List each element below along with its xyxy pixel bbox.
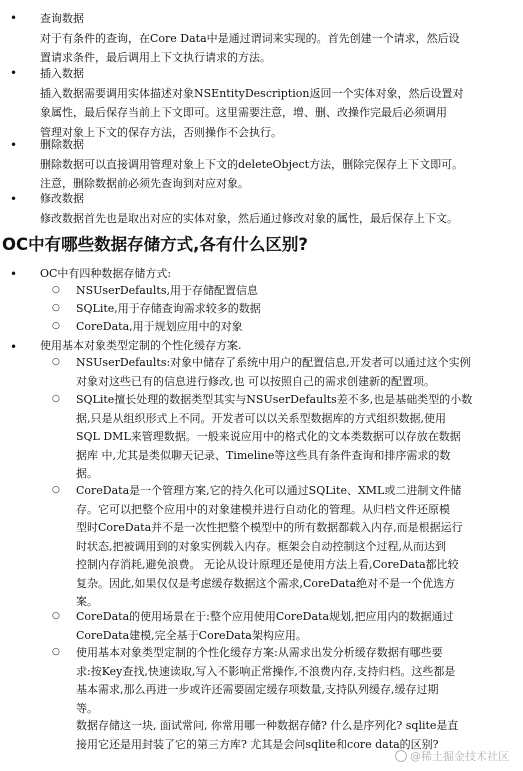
item-line: 据库 中,尤其是类似聊天记录、Timeline等这些具有条件查询和排序需求的数	[76, 448, 451, 462]
item-line: 等。	[76, 701, 98, 715]
page-heading: OC中有哪些数据存储方式,各有什么区别?	[2, 235, 308, 254]
hollow-bullet: ○	[52, 303, 60, 313]
bullet: •	[10, 267, 18, 281]
section-title: 修改数据	[40, 192, 84, 205]
item-line: 时状态,把被调用到的对象实例载入内存。框架会自动控制这个过程,从而达到	[76, 539, 446, 553]
watermark-text: @稀土掘金技术社区	[410, 750, 509, 763]
bullet: •	[10, 340, 18, 354]
cache-item-coredata-usage	[76, 608, 516, 645]
hollow-bullet: ○	[52, 647, 60, 657]
storage-way: NSUserDefaults,用于存储配置信息	[76, 284, 258, 297]
cache-item-sqlite	[76, 391, 516, 484]
section-line: 注意，删除数据前必须先查询到对应对象。	[40, 177, 249, 190]
item-line: 据,只是从组织形式上不同。开发者可以以关系型数据库的方式组织数据,使用	[76, 411, 446, 425]
item-line: 控制内存消耗,避免浪费。 无论从设计原理还是使用方法上看,CoreData都比较	[76, 558, 459, 571]
storage-way: SQLite,用于存储查询需求较多的数据	[76, 302, 261, 315]
item-line: NSUserDefaults:对象中储存了系统中用户的配置信息,开发者可以通过这个实例	[76, 356, 471, 369]
section-update	[40, 189, 518, 228]
section-title: 删除数据	[40, 138, 84, 151]
item-line: 对象对这些已有的信息进行修改,也 可以按照自己的需求创建新的配置项。	[76, 374, 435, 388]
cache-item-coredata	[76, 482, 516, 612]
item-line: SQLite擅长处理的数据类型其实与NSUserDefaults差不多,也是基础类型的小数	[76, 393, 473, 406]
bullet: •	[10, 192, 18, 206]
hollow-bullet: ○	[52, 321, 60, 331]
cache-intro: 使用基本对象类型定制的个性化缓存方案.	[40, 339, 242, 352]
item-line: 案。	[76, 595, 98, 608]
section-line: 管理对象上下文的保存方法，否则操作不会执行。	[40, 125, 282, 139]
section-line: 修改数据首先也是取出对应的实体对象，然后通过修改对象的属性，最后保存上下文。	[40, 211, 458, 225]
item-line: 型时CoreData并不是一次性把整个模型中的所有数据都载入内存,而是根据运行	[76, 521, 463, 534]
section-line: 删除数据可以直接调用管理对象上下文的deleteObject方法，删除完保存上下文即可。	[40, 157, 464, 171]
hollow-bullet: ○	[52, 485, 60, 495]
section-title: 插入数据	[40, 67, 84, 80]
juejin-logo-icon	[395, 750, 407, 762]
section-line: 插入数据需要调用实体描述对象NSEntityDescription返回一个实体对象，然后设置对	[40, 86, 464, 100]
item-line: 基本需求,那么再进一步或许还需要固定缓存项数量,支持队列缓存,缓存过期	[76, 683, 439, 696]
storage-way: CoreData,用于规划应用中的对象	[76, 320, 243, 333]
bullet: •	[10, 138, 18, 152]
hollow-bullet: ○	[52, 611, 60, 621]
bullet: •	[10, 11, 18, 25]
cache-item-custom	[76, 644, 516, 718]
section-delete	[40, 135, 518, 194]
item-line: CoreData的使用场景在于:整个应用使用CoreData规划,把应用内的数据通过	[76, 610, 454, 623]
item-line: 使用基本对象类型定制的个性化缓存方案:从需求出发分析缓存数据有哪些要	[76, 646, 443, 659]
note-line: 数据存储这一块, 面试常问, 你常用哪一种数据存储? 什么是序列化? sqlite是直	[76, 719, 459, 732]
bullet: •	[10, 66, 18, 80]
storage-intro: OC中有四种数据存储方式:	[40, 267, 172, 280]
hollow-bullet: ○	[52, 285, 60, 295]
item-line: SQL DML来管理数据。一般来说应用中的格式化的文本类数据可以存放在数据	[76, 430, 461, 443]
item-line: 求:按Key查找,快速读取,写入不影响正常操作,不浪费内存,支持归档。这些都是	[76, 664, 456, 678]
section-line: 象属性，最后保存当前上下文即可。这里需要注意，增、删、改操作完最后必须调用	[40, 106, 447, 119]
note-line: 接用它还是用封装了它的第三方库? 尤其是会问sqlite和core data的区别?	[76, 737, 439, 751]
item-line: 复杂。因此,如果仅仅是考虑缓存数据这个需求,CoreData绝对不是一个优选方	[76, 576, 456, 590]
section-line: 对于有条件的查询，在Core Data中是通过谓词来实现的。首先创建一个请求，然后设	[40, 31, 460, 45]
item-line: 据。	[76, 467, 98, 480]
watermark	[395, 748, 509, 764]
item-line: CoreData建模,完全基于CoreData架构应用。	[76, 628, 307, 642]
cache-item-nsuserdefaults	[76, 354, 516, 391]
hollow-bullet: ○	[52, 394, 60, 404]
section-insert	[40, 64, 518, 142]
section-line: 置请求条件，最后调用上下文执行请求的方法。	[40, 51, 271, 64]
item-line: CoreData是一个管理方案,它的持久化可以通过SQLite、XML或二进制文件储	[76, 484, 462, 497]
hollow-bullet: ○	[52, 357, 60, 367]
item-line: 存。它可以把整个应用中的对象建模并进行自动化的管理。从归档文件还原模	[76, 502, 450, 516]
section-query	[40, 9, 518, 68]
section-title: 查询数据	[40, 12, 84, 25]
